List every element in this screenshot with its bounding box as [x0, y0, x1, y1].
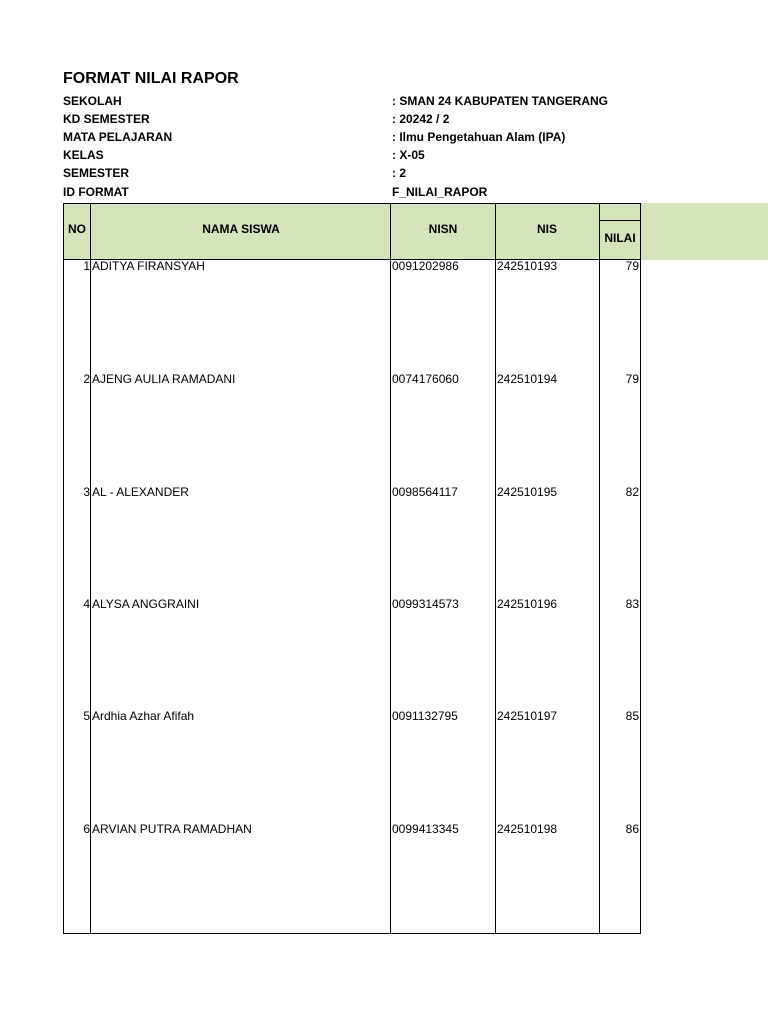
grid-line: [90, 203, 91, 934]
cell-nama-siswa: ARVIAN PUTRA RAMADHAN: [92, 822, 252, 836]
cell-nisn: 0074176060: [392, 372, 459, 386]
header-nis: NIS: [536, 222, 557, 236]
cell-nis: 242510197: [497, 709, 558, 723]
cell-nis: 242510193: [497, 259, 558, 273]
cell-nilai: 79: [625, 372, 639, 386]
grid-line: [495, 203, 496, 934]
meta-label: KD SEMESTER: [63, 112, 150, 126]
meta-label: ID FORMAT: [63, 185, 129, 199]
meta-row-id-format: [63, 183, 623, 201]
meta-label: MATA PELAJARAN: [63, 130, 173, 144]
grid-line: [63, 933, 641, 934]
meta-value: F_NILAI_RAPOR: [392, 185, 488, 199]
meta-label: KELAS: [63, 148, 104, 162]
cell-nisn: 0091202986: [392, 259, 459, 273]
header-nisn: NISN: [428, 222, 458, 236]
cell-nilai: 82: [625, 485, 639, 499]
cell-nisn: 0091132795: [392, 709, 458, 723]
cell-nama-siswa: ADITYA FIRANSYAH: [92, 259, 205, 273]
header-nama-siswa: NAMA SISWA: [202, 222, 280, 236]
cell-no: 6: [83, 822, 90, 836]
meta-value: : 2: [392, 166, 407, 180]
grid-line: [390, 203, 391, 934]
header-nilai: NILAI: [604, 231, 636, 245]
cell-nama-siswa: ALYSA ANGGRAINI: [92, 597, 200, 611]
cell-no: 4: [83, 597, 90, 611]
meta-label: SEKOLAH: [63, 94, 122, 108]
cell-nilai: 85: [625, 709, 639, 723]
cell-no: 2: [83, 372, 90, 386]
meta-row-kd-semester: [63, 110, 623, 128]
meta-row-semester: [63, 164, 623, 182]
cell-nama-siswa: AJENG AULIA RAMADANI: [92, 372, 236, 386]
grid-line: [63, 203, 641, 204]
grid-line: [640, 203, 641, 934]
cell-nis: 242510195: [497, 485, 558, 499]
meta-value: : X-05: [392, 148, 425, 162]
form-title: FORMAT NILAI RAPOR: [63, 70, 239, 87]
grid-line: [600, 220, 641, 221]
cell-no: 3: [83, 485, 90, 499]
cell-nisn: 0099314573: [392, 597, 459, 611]
cell-no: 1: [83, 259, 90, 273]
meta-row-kelas: [63, 146, 623, 164]
cell-nisn: 0098564117: [392, 485, 458, 499]
meta-row-mata-pelajaran: [63, 128, 623, 146]
cell-no: 5: [83, 709, 90, 723]
cell-nis: 242510194: [497, 372, 558, 386]
cell-nis: 242510198: [497, 822, 558, 836]
meta-value: : 20242 / 2: [392, 112, 450, 126]
meta-label: SEMESTER: [63, 166, 130, 180]
meta-value: : Ilmu Pengetahuan Alam (IPA): [392, 130, 566, 144]
meta-row-sekolah: [63, 92, 623, 110]
cell-nilai: 83: [625, 597, 639, 611]
header-no: NO: [68, 222, 86, 236]
cell-nilai: 86: [625, 822, 639, 836]
cell-nama-siswa: AL - ALEXANDER: [92, 485, 189, 499]
cell-nama-siswa: Ardhia Azhar Afifah: [92, 709, 195, 723]
cell-nis: 242510196: [497, 597, 558, 611]
meta-value: : SMAN 24 KABUPATEN TANGERANG: [392, 94, 609, 108]
cell-nisn: 0099413345: [392, 822, 459, 836]
cell-nilai: 79: [625, 259, 639, 273]
